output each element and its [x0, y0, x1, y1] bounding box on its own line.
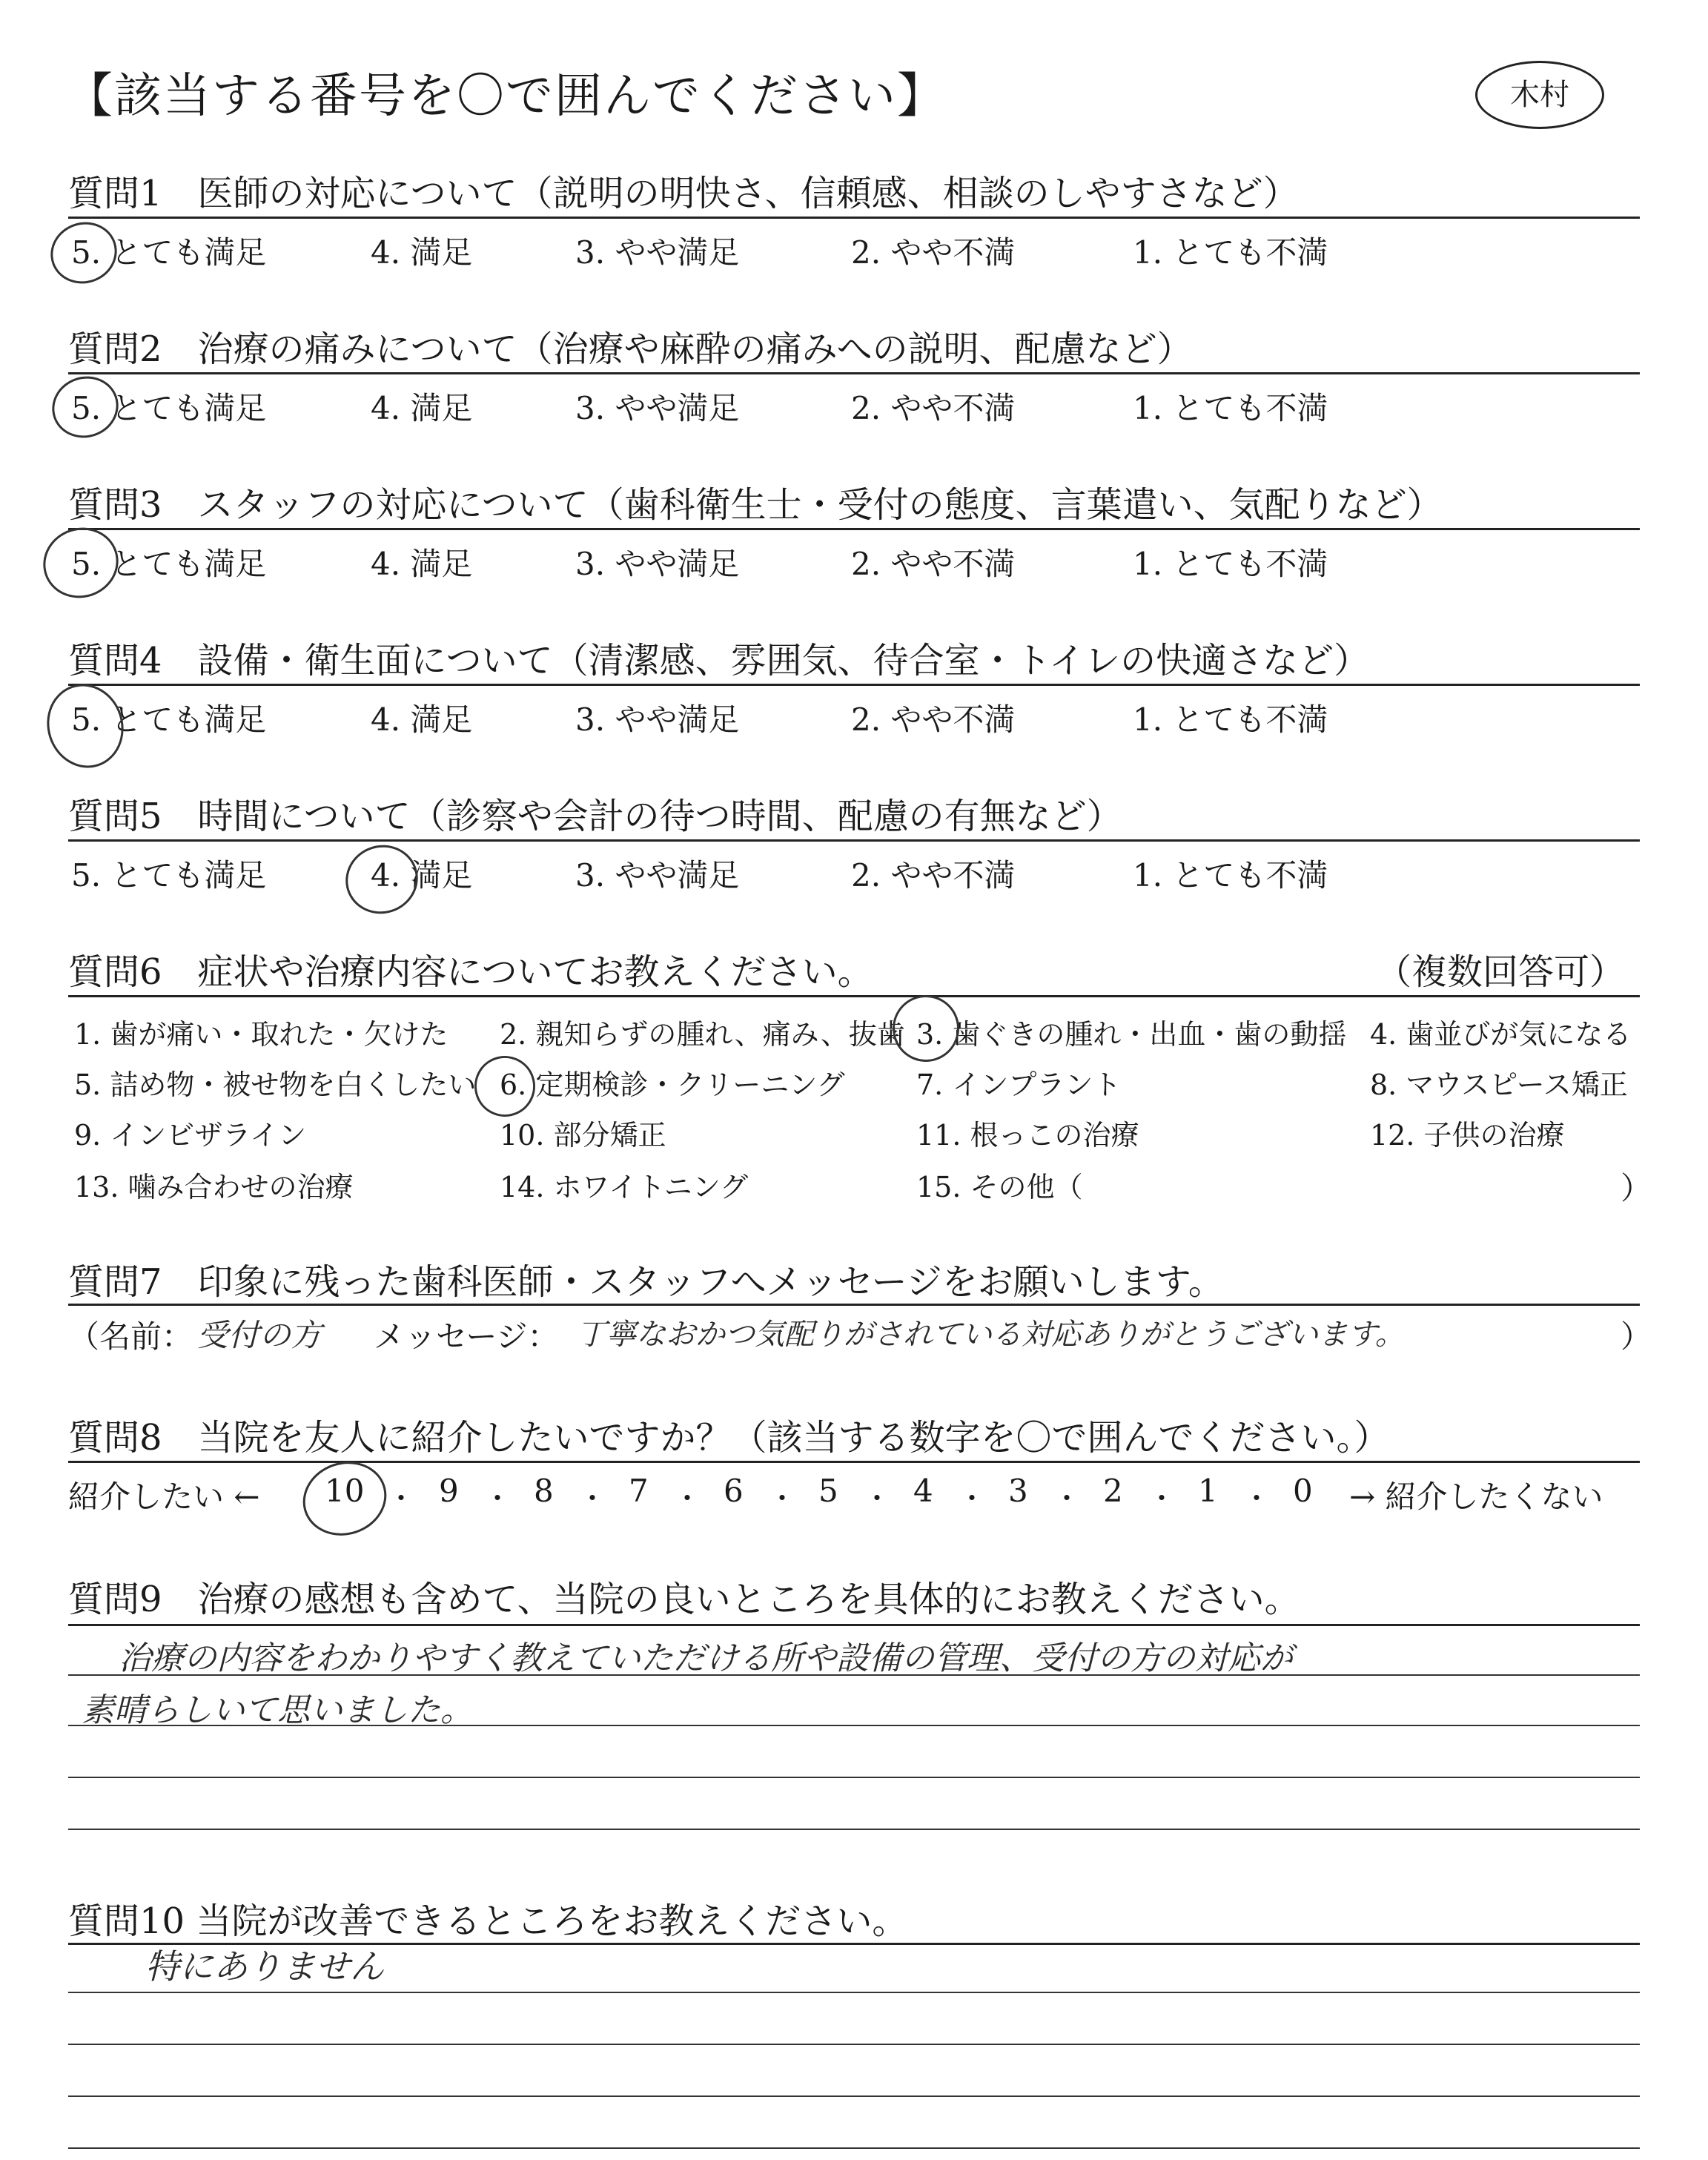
- q8-dot: ・: [387, 1482, 416, 1515]
- q3-label: 質問3 スタッフの対応について（歯科衛生士・受付の態度、言葉遣い、気配りなど）: [68, 484, 1443, 526]
- q6-option-8[interactable]: 8. マウスピース矯正: [1370, 1069, 1628, 1101]
- q6-option-13[interactable]: 13. 噛み合わせの治療: [74, 1171, 354, 1203]
- q5-option-4[interactable]: 4. 満足: [371, 857, 473, 894]
- q10-answer[interactable]: 特にありません: [145, 1946, 384, 1986]
- q2-option-4[interactable]: 4. 満足: [371, 390, 473, 426]
- form-title: 【該当する番号を〇で囲んでください】: [65, 69, 946, 124]
- q1-label: 質問1 医師の対応について（説明の明快さ、信頼感、相談のしやすさなど）: [68, 173, 1299, 214]
- q3-option-1[interactable]: 1. とても不満: [1133, 546, 1328, 582]
- q8-score-4[interactable]: 4: [913, 1473, 933, 1509]
- q6-option-10[interactable]: 10. 部分矯正: [500, 1119, 666, 1152]
- q7-label: 質問7 印象に残った歯科医師・スタッフへメッセージをお願いします。: [68, 1261, 1224, 1303]
- q6-option-9[interactable]: 9. インビザライン: [74, 1119, 307, 1152]
- q8-selection-circle: [294, 1451, 397, 1546]
- q8-score-9[interactable]: 9: [439, 1473, 459, 1509]
- q8-dot: ・: [863, 1482, 892, 1515]
- q8-dot: ・: [483, 1482, 512, 1515]
- q2-option-5[interactable]: 5. とても満足: [71, 390, 267, 426]
- q2-option-3[interactable]: 3. やや満足: [575, 390, 740, 426]
- name-stamp: 木村: [1475, 61, 1604, 129]
- q9-answer-line: [68, 1777, 1640, 1778]
- q8-score-8[interactable]: 8: [534, 1473, 554, 1509]
- q1-option-3[interactable]: 3. やや満足: [575, 234, 740, 271]
- q4-selection-circle: [36, 674, 134, 778]
- q6-multi-note: （複数回答可）: [1376, 951, 1626, 993]
- q5-option-1[interactable]: 1. とても不満: [1133, 857, 1328, 894]
- q4-option-2[interactable]: 2. やや不満: [851, 701, 1016, 738]
- q7-close-paren: ）: [1621, 1318, 1652, 1355]
- q8-dot: ・: [578, 1482, 607, 1515]
- q8-dot: ・: [958, 1482, 987, 1515]
- q8-dot: ・: [1242, 1482, 1271, 1515]
- q3-option-2[interactable]: 2. やや不満: [851, 546, 1016, 582]
- q6-option-2[interactable]: 2. 親知らずの腫れ、痛み、抜歯: [500, 1018, 905, 1051]
- q2-selection-circle: [44, 368, 127, 446]
- q6-option-3[interactable]: 3. 歯ぐきの腫れ・出血・歯の動揺: [916, 1018, 1347, 1051]
- q10-answer-line: [68, 2147, 1640, 2149]
- q5-option-3[interactable]: 3. やや満足: [575, 857, 740, 894]
- q8-score-3[interactable]: 3: [1008, 1473, 1028, 1509]
- q1-option-1[interactable]: 1. とても不満: [1133, 234, 1328, 271]
- q9-answer-line: [68, 1674, 1640, 1676]
- q6-selection-circle-3: [884, 986, 967, 1070]
- q9-label: 質問9 治療の感想も含めて、当院の良いところを具体的にお教えください。: [68, 1579, 1300, 1620]
- q4-option-4[interactable]: 4. 満足: [371, 701, 473, 738]
- q3-rule: [68, 528, 1640, 530]
- q6-option-5[interactable]: 5. 詰め物・被せ物を白くしたい: [74, 1069, 477, 1101]
- q8-score-10[interactable]: 10: [325, 1473, 365, 1509]
- q6-option-4[interactable]: 4. 歯並びが気になる: [1370, 1018, 1632, 1051]
- q7-name-value[interactable]: 受付の方: [197, 1317, 322, 1353]
- q6-other-close-paren: ）: [1621, 1170, 1652, 1206]
- q6-option-15[interactable]: 15. その他（: [916, 1171, 1083, 1203]
- q3-selection-circle: [34, 518, 128, 608]
- q9-answer-line: [68, 1829, 1640, 1830]
- q9-answer-line: [68, 1725, 1640, 1726]
- q1-selection-circle: [43, 214, 125, 292]
- q8-score-0[interactable]: 0: [1293, 1473, 1313, 1509]
- q3-option-4[interactable]: 4. 満足: [371, 546, 473, 582]
- q8-left-label: 紹介したい ←: [68, 1479, 260, 1515]
- q5-option-5[interactable]: 5. とても満足: [71, 857, 267, 894]
- q8-dot: ・: [768, 1482, 797, 1515]
- q8-dot: ・: [1053, 1482, 1082, 1515]
- q5-rule: [68, 839, 1640, 842]
- q8-score-6[interactable]: 6: [724, 1473, 744, 1509]
- q8-right-label: → 紹介したくない: [1349, 1479, 1603, 1515]
- q1-option-5[interactable]: 5. とても満足: [71, 234, 267, 271]
- q8-score-2[interactable]: 2: [1103, 1473, 1123, 1509]
- q6-option-11[interactable]: 11. 根っこの治療: [916, 1119, 1139, 1152]
- q3-option-3[interactable]: 3. やや満足: [575, 546, 740, 582]
- q1-option-2[interactable]: 2. やや不満: [851, 234, 1016, 271]
- q5-option-2[interactable]: 2. やや不満: [851, 857, 1016, 894]
- q7-message-value[interactable]: 丁寧なおかつ気配りがされている対応ありがとうございます。: [577, 1318, 1405, 1352]
- q2-option-1[interactable]: 1. とても不満: [1133, 390, 1328, 426]
- q4-label: 質問4 設備・衛生面について（清潔感、雰囲気、待合室・トイレの快適さなど）: [68, 640, 1370, 681]
- q8-rule: [68, 1461, 1640, 1463]
- q8-dot: ・: [1148, 1482, 1176, 1515]
- q5-label: 質問5 時間について（診察や会計の待つ時間、配慮の有無など）: [68, 796, 1122, 837]
- q6-option-6[interactable]: 6. 定期検診・クリーニング: [500, 1069, 845, 1101]
- q10-label: 質問10 当院が改善できるところをお教えください。: [68, 1900, 908, 1942]
- q9-answer-line-1[interactable]: 治療の内容をわかりやすく教えていただける所や設備の管理、受付の方の対応が: [119, 1639, 1293, 1677]
- q9-rule: [68, 1624, 1640, 1626]
- q7-rule: [68, 1304, 1640, 1306]
- q6-option-12[interactable]: 12. 子供の治療: [1370, 1119, 1565, 1152]
- q7-name-label: （名前：: [68, 1318, 193, 1355]
- q7-message-label: メッセージ：: [374, 1318, 559, 1355]
- q1-option-4[interactable]: 4. 満足: [371, 234, 473, 271]
- q2-rule: [68, 372, 1640, 374]
- q9-answer-line-2[interactable]: 素晴らしいて思いました。: [82, 1691, 473, 1729]
- q8-label: 質問8 当院を友人に紹介したいですか？（該当する数字を〇で囲んでください。）: [68, 1417, 1390, 1459]
- q2-label: 質問2 治療の痛みについて（治療や麻酔の痛みへの説明、配慮など）: [68, 328, 1193, 370]
- q4-rule: [68, 684, 1640, 686]
- q6-option-7[interactable]: 7. インプラント: [916, 1069, 1122, 1101]
- q8-score-7[interactable]: 7: [629, 1473, 649, 1509]
- q4-option-1[interactable]: 1. とても不満: [1133, 701, 1328, 738]
- q10-answer-line: [68, 2095, 1640, 2097]
- q10-answer-line: [68, 1992, 1640, 1993]
- q10-answer-line: [68, 2044, 1640, 2045]
- q4-option-3[interactable]: 3. やや満足: [575, 701, 740, 738]
- q8-score-5[interactable]: 5: [818, 1473, 838, 1509]
- q1-rule: [68, 217, 1640, 219]
- q5-selection-circle: [337, 836, 427, 923]
- q6-label: 質問6 症状や治療内容についてお教えください。: [68, 951, 873, 993]
- q6-rule: [68, 995, 1640, 997]
- q8-dot: ・: [673, 1482, 702, 1515]
- q6-option-14[interactable]: 14. ホワイトニング: [500, 1171, 749, 1203]
- q6-option-1[interactable]: 1. 歯が痛い・取れた・欠けた: [74, 1018, 448, 1051]
- q8-score-1[interactable]: 1: [1198, 1473, 1218, 1509]
- q4-option-5[interactable]: 5. とても満足: [71, 701, 267, 738]
- q3-option-5[interactable]: 5. とても満足: [71, 546, 267, 582]
- q2-option-2[interactable]: 2. やや不満: [851, 390, 1016, 426]
